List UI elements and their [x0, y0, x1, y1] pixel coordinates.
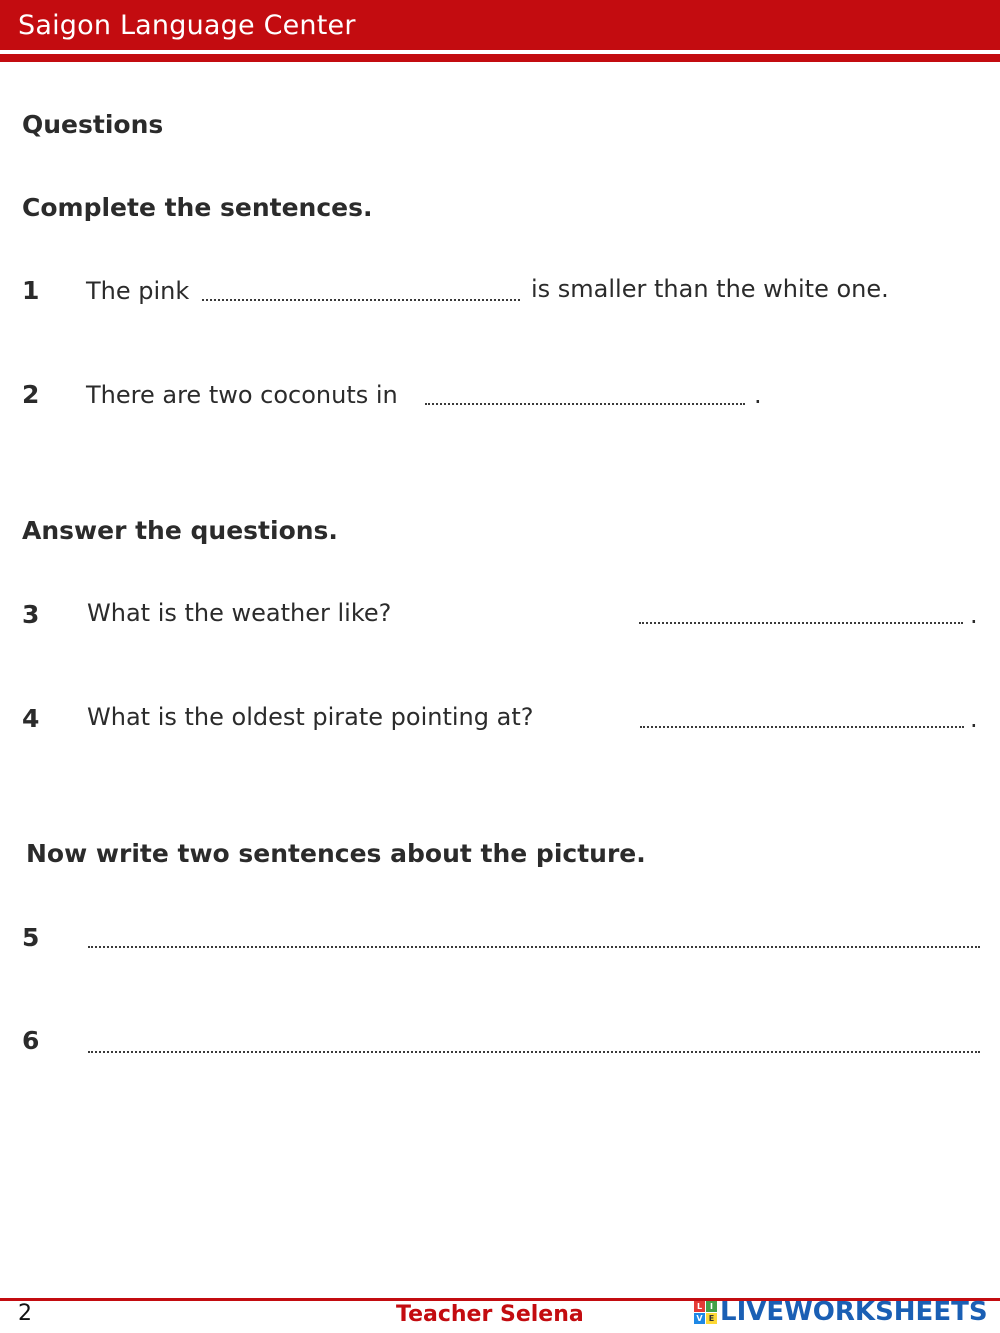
- item-3-text: What is the weather like?: [87, 599, 392, 627]
- logo-tile-e: E: [706, 1313, 717, 1324]
- item-4-answer-blank[interactable]: [640, 724, 964, 728]
- item-2-answer-blank[interactable]: [425, 401, 745, 405]
- liveworksheets-brand: LIVEWORKSHEETS: [720, 1297, 988, 1327]
- questions-heading: Questions: [22, 110, 164, 139]
- teacher-name: Teacher Selena: [396, 1302, 584, 1327]
- item-1-text-before: The pink: [86, 277, 190, 305]
- item-5-number: 5: [22, 923, 40, 952]
- logo-tile-i: I: [706, 1301, 717, 1312]
- item-1-answer-blank[interactable]: [202, 297, 520, 301]
- item-4-number: 4: [22, 704, 40, 733]
- item-4-text: What is the oldest pirate pointing at?: [87, 703, 534, 731]
- complete-heading: Complete the sentences.: [22, 193, 373, 222]
- write-heading: Now write two sentences about the picture.: [26, 839, 646, 868]
- header-title: Saigon Language Center: [18, 10, 356, 41]
- item-6-number: 6: [22, 1026, 40, 1055]
- liveworksheets-logo[interactable]: [694, 1297, 988, 1327]
- logo-tile-l: L: [694, 1301, 705, 1312]
- item-5-answer-blank[interactable]: [88, 944, 980, 948]
- item-2-text-before: There are two coconuts in: [86, 381, 398, 409]
- item-1-number: 1: [22, 276, 40, 305]
- liveworksheets-logo-icon: [694, 1301, 717, 1324]
- item-1-text-after: is smaller than the white one.: [531, 275, 889, 303]
- answer-heading: Answer the questions.: [22, 516, 338, 545]
- item-3-period: .: [970, 601, 978, 629]
- item-2-period: .: [754, 381, 762, 409]
- page-number: 2: [18, 1301, 32, 1326]
- item-2-number: 2: [22, 380, 40, 409]
- header-divider: [0, 54, 1000, 62]
- item-6-answer-blank[interactable]: [88, 1049, 980, 1053]
- logo-tile-v: V: [694, 1313, 705, 1324]
- item-3-number: 3: [22, 600, 40, 629]
- item-3-answer-blank[interactable]: [639, 620, 963, 624]
- item-4-period: .: [970, 705, 978, 733]
- header-bar: [0, 0, 1000, 50]
